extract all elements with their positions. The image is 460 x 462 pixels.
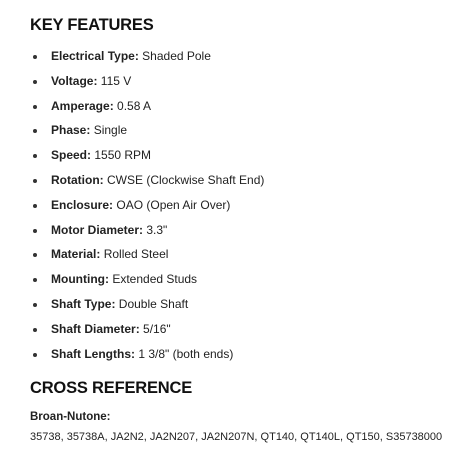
feature-value: Single [93, 123, 128, 138]
feature-value: 1550 RPM [94, 148, 152, 163]
feature-value: Rolled Steel [103, 247, 169, 262]
feature-label: Amperage: [51, 98, 114, 113]
cross-reference-brand: Broan-Nutone: [30, 411, 111, 424]
feature-label: Voltage: [51, 73, 98, 88]
feature-label: Shaft Diameter: [51, 321, 140, 336]
feature-label: Shaft Lengths: [51, 346, 135, 361]
feature-value: Extended Studs [112, 272, 198, 287]
bullet-icon [33, 105, 37, 109]
feature-shaft-type [30, 292, 450, 317]
bullet-icon [33, 129, 37, 133]
feature-value: OAO (Open Air Over) [116, 197, 231, 212]
feature-value: CWSE (Clockwise Shaft End) [107, 172, 265, 187]
feature-shaft-lengths [30, 342, 450, 367]
feature-label: Enclosure: [51, 197, 114, 212]
feature-value: 3.3" [146, 222, 168, 237]
bullet-icon [33, 253, 37, 257]
feature-label: Shaft Type: [51, 296, 116, 311]
feature-label: Mounting: [51, 272, 109, 287]
feature-value: 115 V [100, 73, 132, 88]
bullet-icon [33, 229, 37, 233]
feature-label: Rotation: [51, 172, 104, 187]
feature-voltage [30, 69, 450, 94]
bullet-icon [33, 154, 37, 158]
feature-value: Shaded Pole [142, 49, 211, 63]
cross-reference-part-numbers: 35738, 35738A, JA2N2, JA2N207, JA2N207N, QT140, QT140L, QT150, S35738000 [30, 431, 443, 444]
feature-label: Material: [51, 247, 101, 262]
bullet-icon [33, 55, 37, 59]
bullet-icon [33, 80, 37, 84]
feature-value: Double Shaft [118, 296, 189, 311]
cross-reference-heading: CROSS REFERENCE [30, 379, 193, 398]
feature-label: Speed: [51, 148, 92, 163]
feature-enclosure [30, 193, 450, 218]
feature-mounting [30, 267, 450, 292]
key-features-heading: KEY FEATURES [30, 16, 154, 34]
feature-label: Motor Diameter: [51, 222, 144, 237]
feature-label: Electrical Type: [51, 49, 139, 63]
feature-electrical-type [30, 44, 450, 69]
bullet-icon [33, 328, 37, 332]
product-details [30, 14, 450, 445]
feature-label: Phase: [51, 123, 91, 138]
bullet-icon [33, 179, 37, 183]
bullet-icon [33, 278, 37, 282]
bullet-icon [33, 303, 37, 307]
key-features-list [30, 44, 450, 366]
bullet-icon [33, 353, 37, 357]
feature-motor-diameter [30, 218, 450, 243]
feature-speed [30, 143, 450, 168]
feature-phase [30, 118, 450, 143]
feature-value: 0.58 A [117, 98, 152, 113]
feature-material [30, 242, 450, 267]
feature-amperage [30, 94, 450, 119]
feature-rotation [30, 168, 450, 193]
bullet-icon [33, 204, 37, 208]
feature-value: 1 3/8" (both ends) [138, 346, 234, 361]
feature-shaft-diameter [30, 317, 450, 342]
feature-value: 5/16" [143, 321, 171, 336]
